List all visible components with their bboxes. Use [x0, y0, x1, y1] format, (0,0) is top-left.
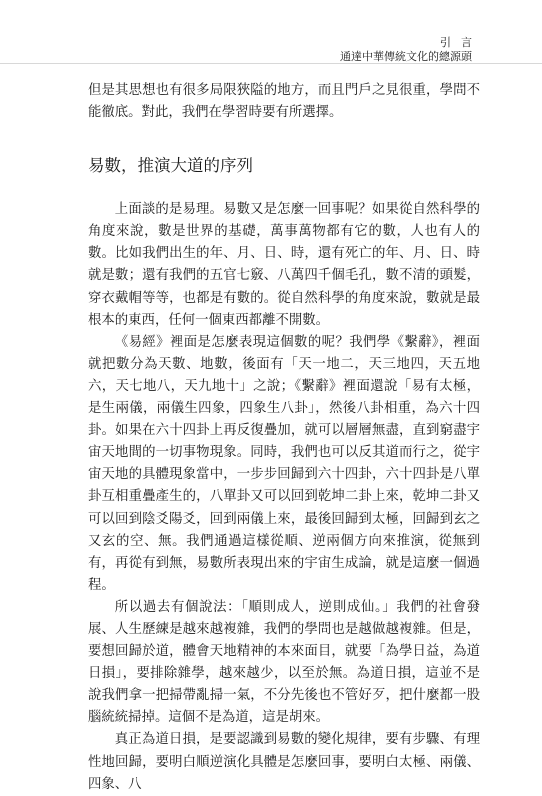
- intro-paragraph: 但是其思想也有很多局限狹隘的地方，而且門戶之見很重，學問不能徹底。對此，我們在學習時要有所選擇。: [88, 83, 480, 121]
- body-paragraph-2: 《易經》裡面是怎麼表現這個數的呢？我們學《繫辭》，裡面就把數分為天數、地數，後面有「天一地二，天三地四，天五地六，天七地八，天九地十」之說；《繫辭》裡面還說「易有太極，是生兩儀，兩儀生四象，四象生八卦」，然後八卦相重，為六十四卦。如果在六十四卦上再反復疊加，就可以層層無盡，直到窮盡宇宙天地間的一切事物現象。同時，我們也可以反其道而行之，從宇宙天地的具體現象當中，一步步回歸到六十四卦，六十四卦是八單卦互相重疊產生的，八單卦又可以回到乾坤二卦上來，乾坤二卦又可以回到陰爻陽爻，回到兩儀上來，最後回歸到太極，回歸到玄之又玄的空、無。我們通過這樣從順、逆兩個方向來推演，從無到有，再從有到無，易數所表現出來的宇宙生成論，就是這麼一個過程。: [88, 334, 480, 593]
- book-subtitle: 通達中華傳統文化的總源頭: [340, 50, 472, 63]
- header-divider: [0, 63, 542, 64]
- chapter-label: 引言: [440, 36, 482, 49]
- page-body: [88, 80, 480, 796]
- running-header: [340, 36, 482, 64]
- section-heading: 易數，推演大道的序列: [88, 156, 253, 176]
- body-paragraph-4: 真正為道日損，是要認識到易數的變化規律，要有步驟、有理性地回歸，要明白順逆演化具體是怎麼回事，要明白太極、兩儀、四象、八: [88, 732, 480, 792]
- body-paragraph-1: 上面談的是易理。易數又是怎麼一回事呢？如果從自然科學的角度來說，數是世界的基礎，萬事萬物都有它的數，人也有人的數。比如我們出生的年、月、日、時，還有死亡的年、月、日、時就是數；還有我們的五官七竅、八萬四千個毛孔，數不清的頭髮，穿衣戴帽等等，也都是有數的。從自然科學的角度來說，數就是最根本的東西，任何一個東西都離不開數。: [88, 202, 480, 328]
- body-paragraph-3: 所以過去有個說法：「順則成人，逆則成仙。」我們的社會發展、人生歷練是越來越複雜，我們的學問也是越做越複雜。但是，要想回歸於道，體會天地精神的本來面目，就要「為學日益，為道日損」，要排除雜學，越來越少，以至於無。為道日損，這並不是說我們拿一把掃帶亂掃一氣，不分先後也不管好歹，把什麼都一股腦統統掃掉。這個不是為道，這是胡來。: [88, 599, 480, 726]
